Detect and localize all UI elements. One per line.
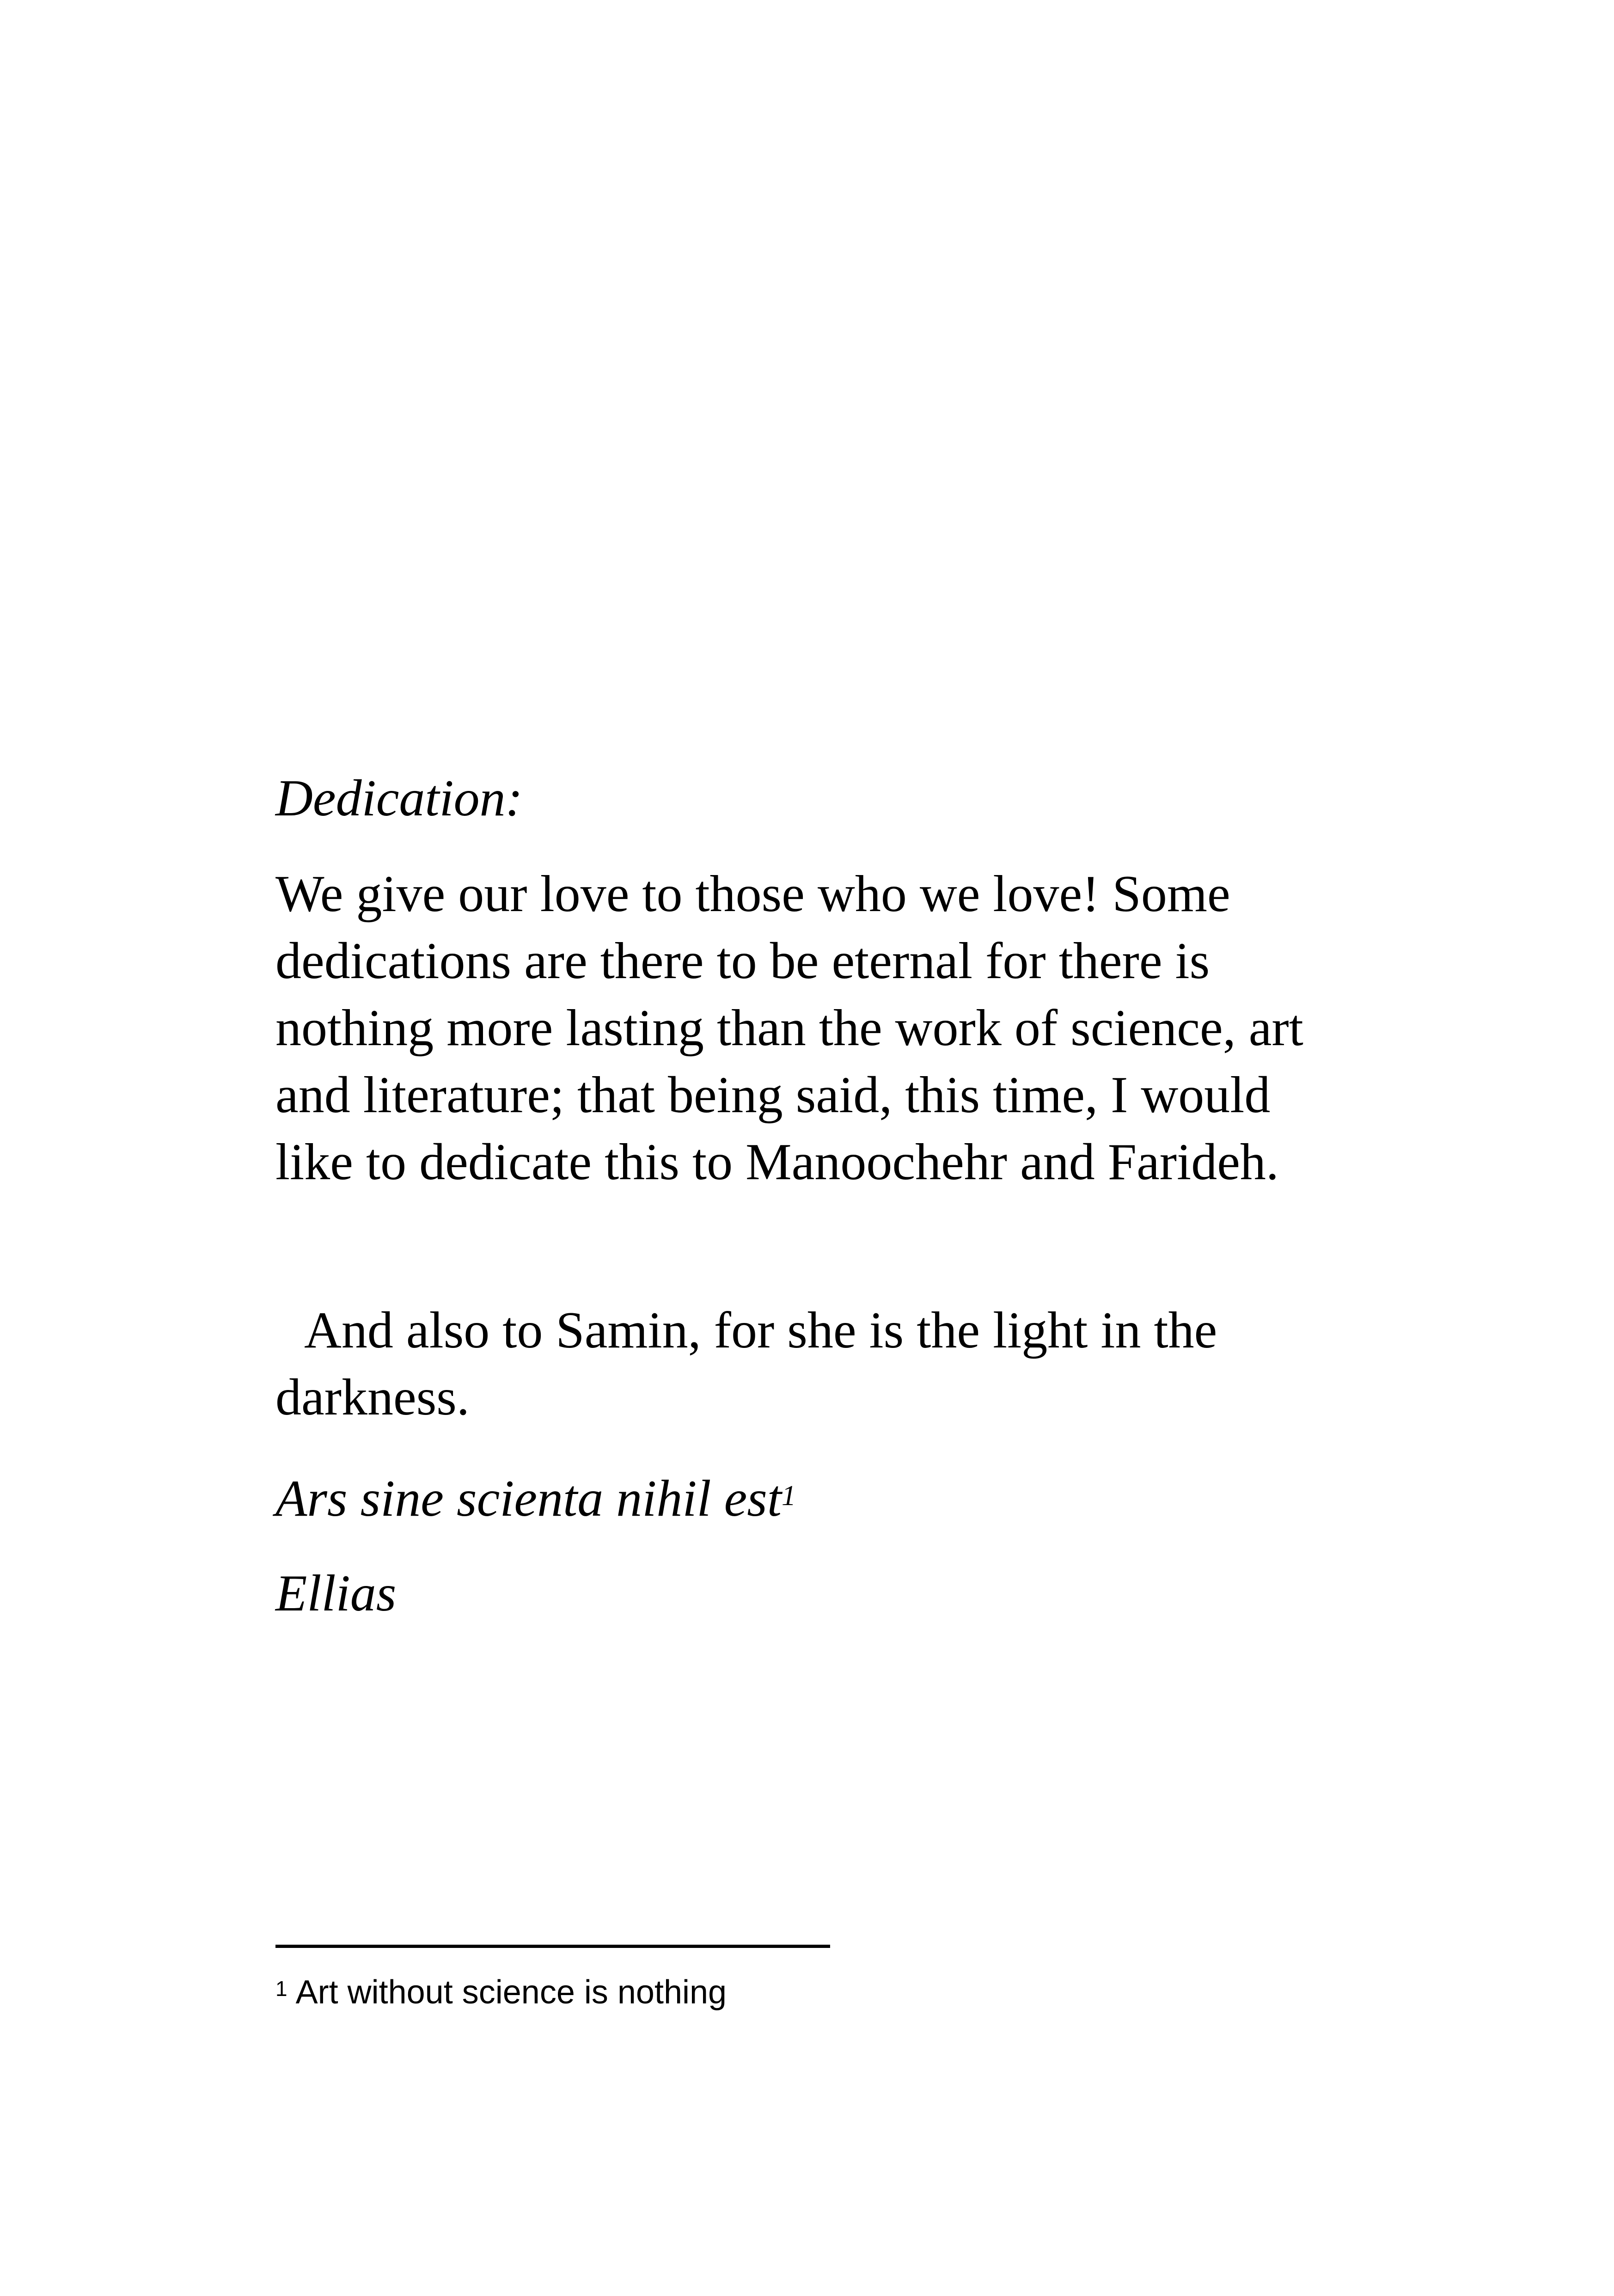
signature: Ellias [275,1565,397,1622]
dedication-paragraph-1: We give our love to those who we love! Some dedications are there to be eternal for there is nothing more lasting than the work of science, art and literature; that being said, this time, I would like to dedicate this to Manoochehr and Farideh. [275,865,1303,1191]
dedication-heading: Dedication: [275,770,523,827]
latin-motto [275,1465,1339,1532]
footnote-separator [275,1945,830,1948]
footnote-text: Art without science is nothing [295,1974,727,2011]
footnote [275,1971,727,2013]
dedication-paragraph-2: And also to Samin, for she is the light in the darkness. [275,1302,1217,1426]
footnote-reference: 1 [782,1480,796,1512]
footnote-number: 1 [275,1977,287,2001]
motto-text: Ars sine scienta nihil est [275,1470,782,1527]
